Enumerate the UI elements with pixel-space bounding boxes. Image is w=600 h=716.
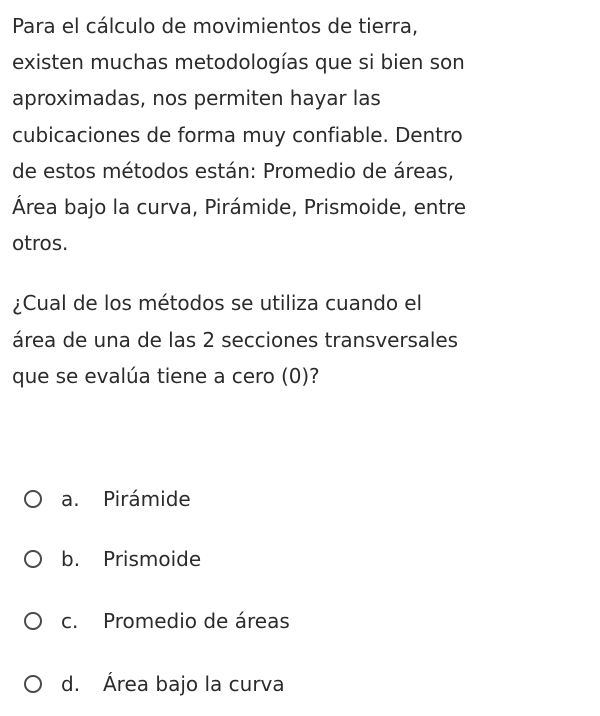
option-label: Pirámide xyxy=(103,487,191,511)
option-label: Área bajo la curva xyxy=(103,672,285,696)
answer-option-a[interactable] xyxy=(0,480,600,520)
option-letter: d. xyxy=(61,672,81,696)
question-line: área de una de las 2 secciones transversales xyxy=(12,327,458,352)
question-line: existen muchas metodologías que si bien son xyxy=(12,50,465,75)
question-line: de estos métodos están: Promedio de áreas, xyxy=(12,158,455,183)
question-line: ¿Cual de los métodos se utiliza cuando el xyxy=(12,291,422,316)
question-text xyxy=(12,8,592,394)
radio-button[interactable] xyxy=(24,675,42,693)
question-prompt xyxy=(12,285,592,394)
answer-option-b[interactable] xyxy=(0,540,600,580)
question-intro xyxy=(12,8,592,261)
radio-button[interactable] xyxy=(24,490,42,508)
option-label: Promedio de áreas xyxy=(103,609,290,633)
answer-option-c[interactable] xyxy=(0,602,600,642)
option-letter: c. xyxy=(61,609,79,633)
radio-button[interactable] xyxy=(24,612,42,630)
question-line: otros. xyxy=(12,231,69,256)
option-letter: a. xyxy=(61,487,80,511)
question-line: aproximadas, nos permiten hayar las xyxy=(12,86,381,111)
question-line: Área bajo la curva, Pirámide, Prismoide, entre xyxy=(12,195,466,220)
question-line: Para el cálculo de movimientos de tierra, xyxy=(12,14,419,38)
answer-option-d[interactable] xyxy=(0,665,600,705)
option-label: Prismoide xyxy=(103,547,202,571)
option-letter: b. xyxy=(61,547,81,571)
radio-button[interactable] xyxy=(24,550,42,568)
question-line: que se evalúa tiene a cero (0)? xyxy=(12,363,320,388)
question-line: cubicaciones de forma muy confiable. Dentro xyxy=(12,122,463,147)
